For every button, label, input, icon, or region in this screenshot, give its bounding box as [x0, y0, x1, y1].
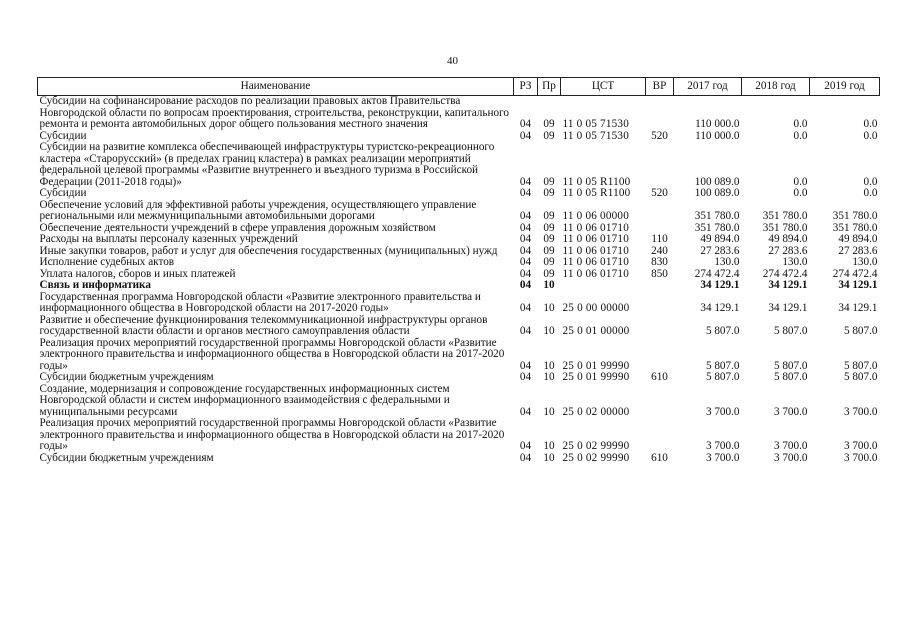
cell-pr: 10: [543, 440, 555, 452]
cell-cst: 25 0 01 99990: [562, 359, 630, 372]
cell-name: Субсидии: [39, 187, 87, 199]
cell-rz: 04: [519, 371, 532, 383]
table-row: [38, 372, 880, 384]
cell-cst: 11 0 06 01710: [562, 267, 630, 280]
header-pr: Пр: [538, 78, 561, 96]
cell-2019: 0.0: [863, 187, 878, 199]
cell-vr: 610: [651, 371, 668, 383]
cell-2019: 34 129.1: [838, 279, 878, 291]
table-row: [38, 453, 880, 465]
cell-2017: 351 780.0: [694, 210, 740, 222]
cell-2017: 5 807.0: [705, 359, 740, 372]
cell-rz: 04: [519, 440, 532, 452]
cell-2019: 34 129.1: [838, 302, 878, 314]
cell-2018: 3 700.0: [773, 405, 808, 418]
cell-name: Субсидии: [39, 129, 87, 142]
table-row: [38, 269, 880, 281]
cell-rz: 04: [519, 279, 532, 291]
cell-cst: 25 0 01 99990: [562, 371, 630, 383]
table-row: [38, 142, 880, 188]
cell-rz: 04: [519, 233, 532, 245]
table-row: [38, 257, 880, 269]
cell-pr: 09: [543, 175, 555, 188]
cell-2019: 49 894.0: [838, 233, 878, 245]
cell-2018: 3 700.0: [773, 451, 808, 464]
cell-rz: 04: [519, 267, 532, 280]
cell-2018: 3 700.0: [773, 440, 808, 452]
cell-name: Исполнение судебных актов: [39, 256, 175, 268]
cell-pr: 10: [543, 359, 555, 372]
table-row: [38, 188, 880, 200]
cell-2017: 110 000.0: [695, 129, 740, 142]
cell-name: Субсидии бюджетным учреждениям: [39, 371, 214, 383]
cell-cst: 11 0 05 R1100: [562, 187, 631, 199]
cell-cst: 11 0 05 71530: [562, 129, 630, 142]
cell-name: Государственная программа Новгородской области «Развитие электронного правительства и информационного общества в Новгородской области на 2017-2020 годы»: [39, 290, 481, 314]
cell-rz: 04: [519, 221, 532, 234]
cell-cst: 11 0 05 71530: [562, 118, 630, 130]
table-body: [38, 96, 880, 465]
cell-vr: 520: [651, 187, 668, 199]
cell-cst: [561, 280, 646, 292]
cell-2019: 0.0: [863, 175, 878, 188]
cell-pr: 10: [543, 279, 555, 291]
cell-name: Субсидии бюджетным учреждениям: [39, 451, 214, 464]
cell-name: Обеспечение деятельности учреждений в сфере управления дорожным хозяйством: [39, 221, 436, 234]
table-row: [38, 292, 880, 315]
cell-name: Иные закупки товаров, работ и услуг для обеспечения государственных (муниципальных) нужд: [39, 244, 498, 257]
cell-2017: 100 089.0: [694, 175, 740, 188]
header-cst: ЦСТ: [561, 78, 646, 96]
table-row: [38, 280, 880, 292]
header-vr: ВР: [646, 78, 674, 96]
header-name: Наименование: [38, 78, 514, 96]
cell-name: Субсидии на развитие комплекса обеспечивающей инфраструктуры туристско-рекреационного кластера «Старорусский» (в пределах границ кластера) в рамках реализации мероприятий федеральной целевой программы «Развитие внутреннего и въездного туризма в Российской Федерации (2011-2018 годы)»: [39, 141, 495, 188]
cell-cst: 25 0 01 00000: [562, 325, 630, 337]
cell-vr: 850: [651, 267, 668, 280]
cell-cst: 11 0 06 01710: [562, 244, 630, 257]
cell-2017: 34 129.1: [700, 302, 740, 314]
cell-pr: 10: [543, 325, 555, 337]
budget-table: [37, 77, 880, 464]
cell-vr: 830: [651, 256, 668, 268]
cell-rz: 04: [519, 244, 532, 257]
cell-2017: 351 780.0: [694, 221, 740, 234]
cell-name: Уплата налогов, сборов и иных платежей: [39, 267, 236, 280]
cell-vr: [646, 280, 674, 292]
cell-vr: 110: [651, 233, 668, 245]
cell-2018: 27 283.6: [768, 244, 808, 257]
table-row: [38, 234, 880, 246]
cell-2018: 34 129.1: [768, 302, 808, 314]
cell-pr: 09: [543, 187, 555, 199]
cell-2019: 130.0: [852, 256, 878, 268]
cell-rz: 04: [519, 405, 532, 418]
cell-2018: 34 129.1: [768, 279, 808, 291]
cell-vr: 520: [651, 129, 668, 142]
header-2017: 2017 год: [674, 78, 742, 96]
cell-name: Реализация прочих мероприятий государственной программы Новгородской области «Развитие электронного правительства и информационного общества в Новгородской области на 2017-2020 годы»: [39, 417, 505, 452]
header-2019: 2019 год: [810, 78, 880, 96]
cell-cst: 25 0 02 00000: [562, 405, 630, 418]
cell-pr: 09: [543, 221, 555, 234]
cell-pr: 10: [543, 405, 555, 418]
cell-cst: 25 0 02 99990: [562, 451, 630, 464]
cell-2018: 130.0: [782, 256, 808, 268]
cell-pr: 09: [543, 233, 555, 245]
cell-cst: 11 0 05 R1100: [562, 175, 631, 188]
cell-2019: 0.0: [863, 118, 878, 130]
cell-cst: 11 0 06 01710: [562, 256, 630, 268]
table-row: [38, 315, 880, 338]
cell-vr: [646, 418, 674, 453]
cell-pr: 10: [543, 371, 555, 383]
table-row: [38, 338, 880, 373]
cell-rz: 04: [519, 175, 532, 188]
table-row: [38, 384, 880, 419]
cell-cst: 11 0 06 00000: [562, 210, 630, 222]
page-number: 40: [447, 55, 458, 67]
cell-2018: 5 807.0: [773, 325, 808, 337]
table-row: [38, 96, 880, 131]
table-header-row: [38, 78, 880, 96]
cell-2017: 34 129.1: [700, 279, 740, 291]
cell-rz: 04: [519, 359, 532, 372]
cell-vr: [646, 200, 674, 223]
cell-pr: 09: [543, 118, 555, 130]
cell-name: Обеспечение условий для эффективной работы учреждения, осуществляющего управление региональными или межмуниципальными автомобильными дорогами: [39, 198, 477, 222]
table-row: [38, 200, 880, 223]
cell-2017: 5 807.0: [705, 371, 740, 383]
cell-pr: 09: [543, 244, 555, 257]
cell-vr: [646, 96, 674, 131]
cell-rz: 04: [519, 302, 532, 314]
cell-2017: 49 894.0: [700, 233, 740, 245]
cell-rz: 04: [519, 210, 532, 222]
cell-2017: 274 472.4: [694, 267, 740, 280]
cell-name: Связь и информатика: [39, 279, 151, 291]
cell-2017: 3 700.0: [705, 451, 740, 464]
cell-2019: 351 780.0: [832, 210, 878, 222]
cell-2019: 0.0: [863, 129, 878, 142]
cell-2019: 3 700.0: [843, 405, 878, 418]
cell-name: Субсидии на софинансирование расходов по реализации правовых актов Правительства Новгородской области по вопросам проектирования, строительства, реконструкции, капитального ремонта и ремонта автомобильных дорог общего пользования местного значения: [39, 95, 509, 130]
cell-rz: 04: [519, 451, 532, 464]
cell-2018: 0.0: [793, 129, 808, 142]
cell-2018: 5 807.0: [773, 371, 808, 383]
cell-2018: 0.0: [793, 175, 808, 188]
cell-cst: 25 0 02 99990: [562, 440, 630, 452]
cell-2019: 274 472.4: [832, 267, 878, 280]
header-rz: РЗ: [514, 78, 538, 96]
cell-vr: [646, 292, 674, 315]
header-2018: 2018 год: [742, 78, 810, 96]
cell-2017: 3 700.0: [705, 405, 740, 418]
cell-vr: [646, 384, 674, 419]
cell-2018: 351 780.0: [762, 221, 808, 234]
cell-vr: [646, 142, 674, 188]
cell-pr: 09: [543, 129, 555, 142]
cell-2017: 5 807.0: [705, 325, 740, 337]
cell-vr: [646, 338, 674, 373]
cell-rz: 04: [519, 256, 532, 268]
cell-cst: 25 0 00 00000: [562, 302, 630, 314]
cell-rz: 04: [519, 187, 532, 199]
cell-2017: 3 700.0: [705, 440, 740, 452]
cell-2017: 27 283.6: [700, 244, 740, 257]
cell-2019: 351 780.0: [832, 221, 878, 234]
cell-name: Реализация прочих мероприятий государственной программы Новгородской области «Развитие электронного правительства и информационного общества в Новгородской области на 2017-2020 годы»: [39, 336, 505, 372]
cell-2019: 27 283.6: [838, 244, 878, 257]
cell-rz: 04: [519, 129, 532, 142]
cell-name: Развитие и обеспечение функционирования телекоммуникационной инфраструктуры органов государственной власти области и органов местного самоуправления области: [39, 313, 488, 337]
cell-2019: 3 700.0: [843, 451, 878, 464]
cell-pr: 10: [543, 451, 555, 464]
cell-2018: 0.0: [793, 187, 808, 199]
cell-2018: 351 780.0: [762, 210, 808, 222]
cell-rz: 04: [519, 325, 532, 337]
table-row: [38, 418, 880, 453]
cell-2018: 5 807.0: [773, 359, 808, 372]
cell-vr: 240: [651, 244, 668, 257]
cell-2018: 274 472.4: [762, 267, 808, 280]
cell-pr: 09: [543, 256, 555, 268]
cell-rz: 04: [519, 118, 532, 130]
cell-cst: 11 0 06 01710: [562, 221, 630, 234]
cell-2018: 49 894.0: [768, 233, 808, 245]
cell-2017: 100 089.0: [694, 187, 740, 199]
cell-cst: 11 0 06 01710: [562, 233, 630, 245]
cell-vr: [646, 315, 674, 338]
cell-2019: 3 700.0: [843, 440, 878, 452]
cell-pr: 09: [543, 210, 555, 222]
cell-2019: 5 807.0: [843, 325, 878, 337]
cell-2018: 0.0: [793, 118, 808, 130]
cell-pr: 10: [543, 302, 555, 314]
cell-2017: 110 000.0: [695, 118, 740, 130]
cell-2019: 5 807.0: [843, 371, 878, 383]
cell-name: Создание, модернизация и сопровождение государственных информационных систем Новгородской области и систем информационного взаимодействия с федеральными и муниципальными ресурсами: [39, 382, 450, 418]
cell-2017: 130.0: [714, 256, 740, 268]
cell-pr: 09: [543, 267, 555, 280]
cell-name: Расходы на выплаты персоналу казенных учреждений: [39, 233, 298, 245]
cell-vr: 610: [651, 451, 668, 464]
cell-2019: 5 807.0: [843, 359, 878, 372]
